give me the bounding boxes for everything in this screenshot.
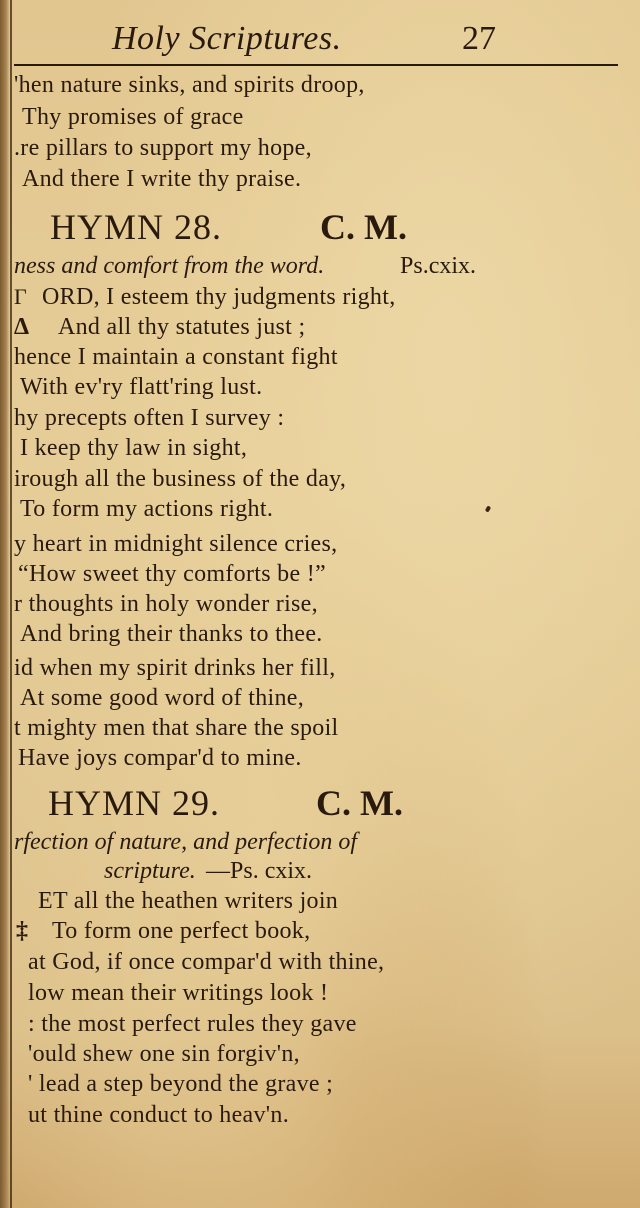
verse-line: “How sweet thy comforts be !” <box>18 561 326 587</box>
verse-line: I keep thy law in sight, <box>20 435 248 461</box>
verse-line: To form one perfect book, <box>52 918 311 944</box>
hymn-28-reference: Ps.cxix. <box>400 253 477 279</box>
verse-line: t mighty men that share the spoil <box>14 715 339 741</box>
verse-line: To form my actions right. <box>20 496 274 522</box>
verse-line: ' lead a step beyond the grave ; <box>28 1071 334 1097</box>
verse-line: ORD, I esteem thy judgments right, <box>42 284 396 310</box>
verse-line: y heart in midnight silence cries, <box>14 531 338 557</box>
verse-line: low mean their writings look ! <box>28 980 329 1006</box>
hymn-29-subtitle: rfection of nature, and perfection of <box>14 829 358 855</box>
verse-line: Have joys compar'd to mine. <box>18 745 302 771</box>
verse-line: Thy promises of grace <box>22 104 244 130</box>
verse-line: .re pillars to support my hope, <box>14 135 312 161</box>
hymn-28-heading: HYMN 28. <box>50 207 223 247</box>
verse-line: hy precepts often I survey : <box>14 405 285 431</box>
page-number: 27 <box>462 20 496 57</box>
header-rule <box>14 64 618 66</box>
verse-line: hence I maintain a constant fight <box>14 344 338 370</box>
verse-line: r thoughts in holy wonder rise, <box>14 591 318 617</box>
verse-line: id when my spirit drinks her fill, <box>14 655 336 681</box>
verse-line: : the most perfect rules they gave <box>28 1011 357 1037</box>
page-header <box>14 14 614 64</box>
verse-line: And there I write thy praise. <box>22 166 302 192</box>
verse-line: 'ould shew one sin forgiv'n, <box>28 1041 300 1067</box>
verse-line: And bring their thanks to thee. <box>20 621 323 647</box>
verse-line: at God, if once compar'd with thine, <box>28 949 385 975</box>
verse-line: 'hen nature sinks, and spirits droop, <box>14 72 365 98</box>
page-gutter <box>0 0 10 1208</box>
left-margin-rule <box>10 0 12 1208</box>
dropcap-fragment: Γ <box>14 284 28 309</box>
dropcap-fragment: ‡ <box>16 918 29 944</box>
hymn-29-subtitle-cont: scripture. <box>104 858 196 884</box>
hymn-29-reference: —Ps. cxix. <box>206 858 313 884</box>
verse-line: ET all the heathen writers join <box>38 888 339 914</box>
running-title: Holy Scriptures. <box>112 20 342 57</box>
hymn-28-subtitle: ness and comfort from the word. <box>14 253 325 279</box>
ink-speck <box>485 505 491 512</box>
verse-line: irough all the business of the day, <box>14 466 347 492</box>
hymn-29-heading: HYMN 29. <box>48 783 221 823</box>
verse-line: ut thine conduct to heav'n. <box>28 1102 290 1128</box>
verse-line: With ev'ry flatt'ring lust. <box>20 374 263 400</box>
verse-line: At some good word of thine, <box>20 685 305 711</box>
hymn-28-meter: C. M. <box>320 207 407 247</box>
verse-line: And all thy statutes just ; <box>58 314 306 340</box>
dropcap-fragment: Δ <box>14 314 30 340</box>
hymn-29-meter: C. M. <box>316 783 403 823</box>
